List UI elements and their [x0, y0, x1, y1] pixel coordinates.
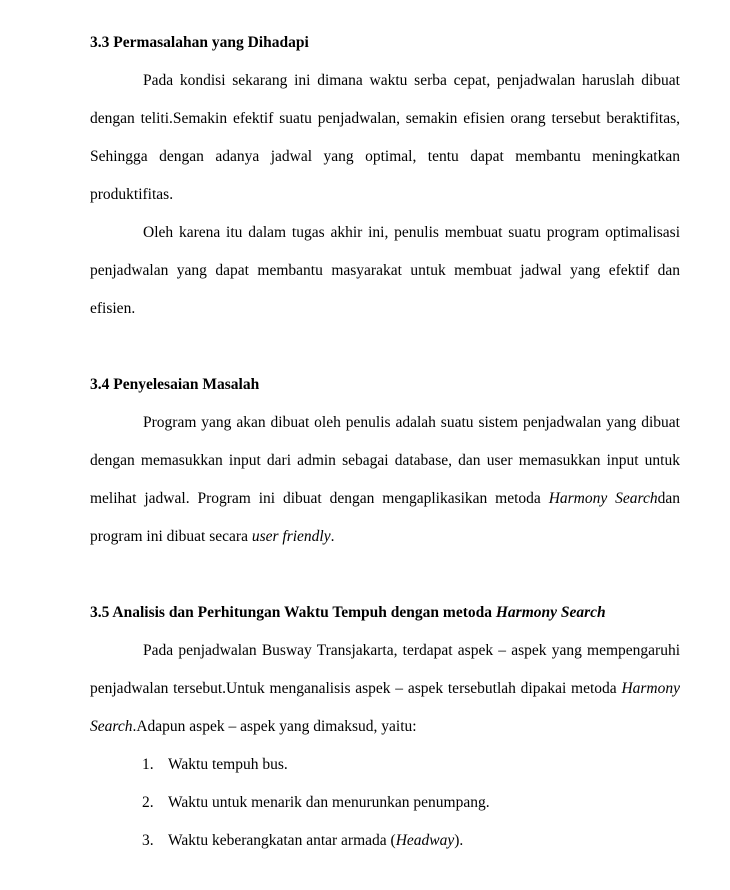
list-item-number: 2.: [142, 794, 154, 811]
list-item: [90, 784, 680, 822]
term-user-friendly: user friendly: [251, 528, 331, 545]
section-3-3-paragraph-2: Oleh karena itu dalam tugas akhir ini, penulis membuat suatu program optimalisasi penjadwalan yang dapat membantu masyarakat untuk membuat jadwal yang efektif dan efisien.: [90, 224, 680, 317]
term-headway: Headway: [395, 832, 455, 849]
list-item-label: Waktu untuk menarik dan menurunkan penumpang.: [168, 794, 490, 811]
list-item: [90, 746, 680, 784]
list-item-number: 1.: [142, 756, 154, 773]
paragraph-text-tail: .: [330, 528, 335, 545]
section-3-3-paragraph-1: Pada kondisi sekarang ini dimana waktu serba cepat, penjadwalan haruslah dibuat dengan teliti.Semakin efektif suatu penjadwalan, semakin efisien orang tersebut beraktifitas, Sehingga dengan adanya jadwal yang optimal, tentu dapat membantu meningkatkan produktifitas.: [90, 72, 680, 203]
section-heading-3-3: 3.3 Permasalahan yang Dihadapi: [90, 34, 309, 51]
section-heading-3-5: [90, 594, 680, 632]
paragraph-text-lead: Program yang akan dibuat oleh penulis adalah suatu sistem penjadwalan yang dibuat dengan memasukkan input dari admin sebagai database, dan user memasukkan input untuk melihat jadwal. Program ini dibuat dengan mengaplikasikan metoda: [90, 414, 680, 507]
term-harmony-search: Harmony Search: [548, 490, 658, 507]
section-heading-3-5-term-harmony-search: Harmony Search: [495, 604, 606, 621]
aspect-list: [90, 746, 680, 860]
paragraph-text-tail: .Adapun aspek – aspek yang dimaksud, yaitu:: [132, 718, 417, 735]
section-3-5-paragraph-1: [90, 632, 680, 746]
paragraph-text-lead: Pada penjadwalan Busway Transjakarta, terdapat aspek – aspek yang mempengaruhi penjadwalan tersebut.Untuk menganalisis aspek – aspek tersebutlah dipakai metoda: [90, 642, 680, 697]
list-item-label: Waktu tempuh bus.: [168, 756, 288, 773]
section-spacer-3-3: [90, 328, 680, 366]
document-body: [90, 24, 680, 860]
list-item-label-tail: ).: [454, 832, 464, 849]
section-heading-3-4: 3.4 Penyelesaian Masalah: [90, 376, 260, 393]
list-item-label-lead: Waktu keberangkatan antar armada (: [168, 832, 396, 849]
section-heading-3-5-lead: 3.5 Analisis dan Perhitungan Waktu Tempuh dengan metoda: [90, 604, 496, 621]
section-3-4-paragraph-1: [90, 404, 680, 556]
list-item-number: 3.: [142, 832, 154, 849]
list-item: [90, 822, 680, 860]
term-harmony-search: Harmony Search: [90, 680, 680, 735]
paragraph-text-mid: dan program ini dibuat secara: [90, 490, 680, 545]
section-spacer-3-4: [90, 556, 680, 594]
